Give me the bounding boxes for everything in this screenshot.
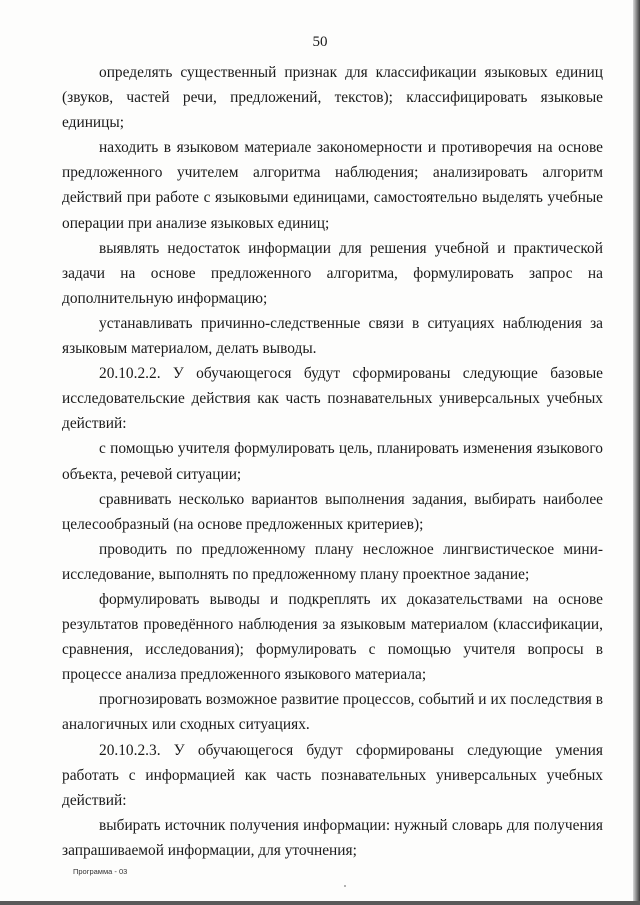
- page-number: 50: [312, 34, 328, 50]
- paragraph: с помощью учителя формулировать цель, планировать изменения языкового объекта, речевой ситуации;: [62, 440, 603, 483]
- paragraph: формулировать выводы и подкреплять их доказательствами на основе результатов проведённого наблюдения за языковым материалом (классификации, сравнения, исследования); формулировать с помощью учителя вопросы в процессе анализа предложенного языкового материала;: [62, 590, 603, 684]
- paragraph: проводить по предложенному плану несложное лингвистическое мини-исследование, выполнять по предложенному плану проектное задание;: [62, 540, 603, 583]
- paragraph: 20.10.2.3. У обучающегося будут сформированы следующие умения работать с информацией как часть познавательных универсальных учебных действий:: [62, 741, 603, 809]
- scan-edge-right: [633, 0, 640, 905]
- paragraph: определять существенный признак для классификации языковых единиц (звуков, частей речи, предложений, текстов); классифицировать языковые единицы;: [62, 64, 603, 132]
- paragraph: сравнивать несколько вариантов выполнения задания, выбирать наиболее целесообразный (на основе предложенных критериев);: [62, 490, 603, 533]
- paragraph: 20.10.2.2. У обучающегося будут сформированы следующие базовые исследовательские действия как часть познавательных универсальных учебных действий:: [62, 365, 603, 433]
- body-text: [62, 60, 603, 863]
- scan-speck: [344, 885, 346, 887]
- scan-edge-bottom: [0, 901, 640, 905]
- footer-label: Программа - 03: [73, 867, 128, 876]
- paragraph: находить в языковом материале закономерности и противоречия на основе предложенного учителем алгоритма наблюдения; анализировать алгоритм действий при работе с языковыми единицами, самостоятельно выделять учебные операции при анализе языковых единиц;: [62, 139, 603, 232]
- paragraph: выбирать источник получения информации: нужный словарь для получения запрашиваемой информации, для уточнения;: [62, 816, 603, 859]
- paragraph: выявлять недостаток информации для решения учебной и практической задачи на основе предложенного алгоритма, формулировать запрос на дополнительную информацию;: [62, 239, 603, 307]
- paragraph: устанавливать причинно-следственные связи в ситуациях наблюдения за языковым материалом, делать выводы.: [62, 314, 603, 358]
- paragraph: прогнозировать возможное развитие процессов, событий и их последствия в аналогичных или сходных ситуациях.: [62, 691, 603, 734]
